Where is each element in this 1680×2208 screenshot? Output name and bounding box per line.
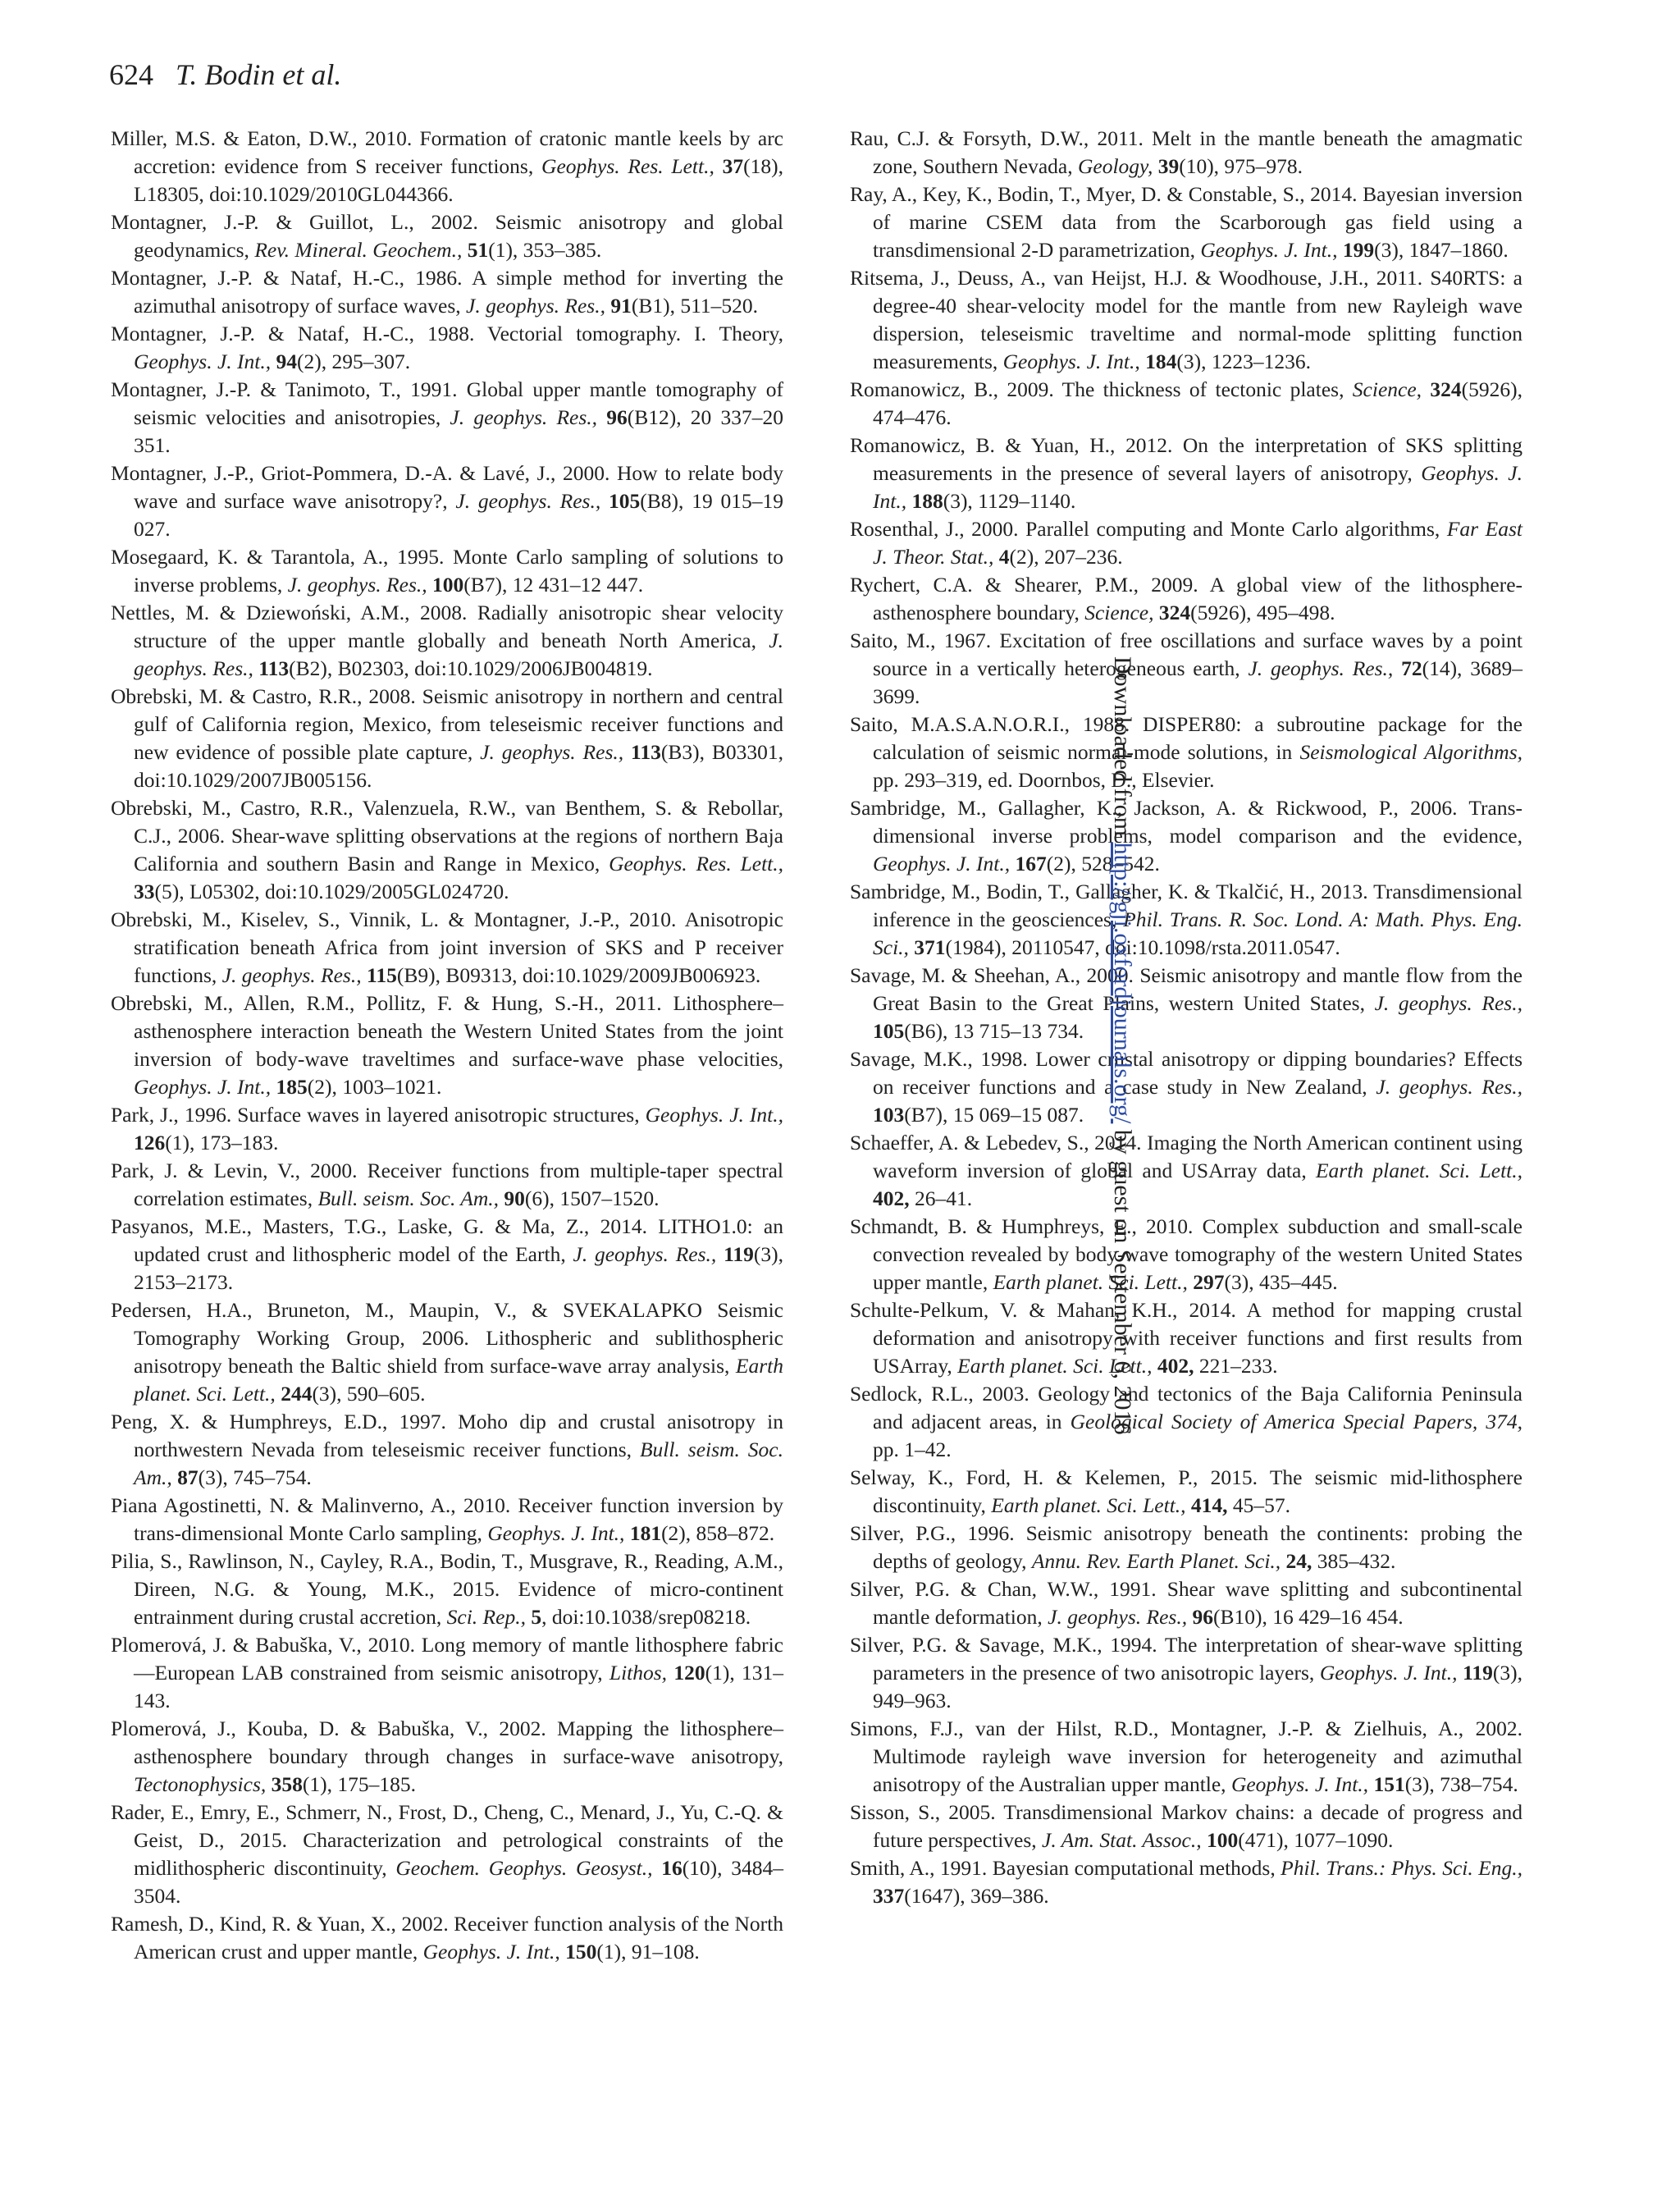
reference-text: 45–57. <box>1227 1493 1291 1517</box>
journal-name: Geophys. J. Int., <box>134 1075 272 1099</box>
reference-entry <box>111 1213 783 1296</box>
reference-entry <box>111 1408 783 1492</box>
reference-text: Schmandt, B. & Humphreys, E., 2010. Complex subduction and small-scale convection revealed by body-wave tomography of the western United States upper mantle, <box>850 1214 1522 1294</box>
volume-number: 119 <box>1463 1661 1493 1685</box>
volume-number: 96 <box>1192 1605 1213 1629</box>
volume-number: 297 <box>1193 1270 1225 1294</box>
volume-number: 90 <box>504 1186 525 1210</box>
reference-text: Romanowicz, B., 2009. The thickness of tectonic plates, <box>850 377 1353 401</box>
reference-entry <box>850 1045 1522 1129</box>
reference-text: (1), 173–183. <box>165 1131 279 1154</box>
volume-number: 100 <box>432 573 464 597</box>
reference-text: Sisson, S., 2005. Transdimensional Markov chains: a decade of progress and future perspectives, <box>850 1800 1522 1852</box>
reference-text: Obrebski, M., Kiselev, S., Vinnik, L. & Montagner, J.-P., 2010. Anisotropic stratification beneath Africa from joint inversion of SKS and P receiver functions, <box>111 907 783 987</box>
reference-text: (B6), 13 715–13 734. <box>904 1019 1084 1043</box>
reference-text: (1), 353–385. <box>488 238 602 262</box>
volume-number: 100 <box>1206 1828 1239 1852</box>
reference-text: Obrebski, M., Castro, R.R., Valenzuela, R.W., van Benthem, S. & Rebollar, C.J., 2006. Shear-wave splitting observations at the regions of northern Baja California and southern Basin and Range in Mexico, <box>111 796 783 875</box>
reference-text: , doi:10.1038/srep08218. <box>541 1605 751 1629</box>
reference-text: Montagner, J.-P., Griot-Pommera, D.-A. & Lavé, J., 2000. How to relate body wave and surface wave anisotropy?, <box>111 461 783 513</box>
reference-text: (3), 2153–2173. <box>134 1242 784 1294</box>
reference-entry <box>111 1910 783 1966</box>
volume-number: 371 <box>914 935 946 959</box>
journal-name: J. geophys. Res., <box>1374 991 1522 1015</box>
reference-text: Selway, K., Ford, H. & Kelemen, P., 2015. The seismic mid-lithosphere discontinuity, <box>850 1465 1522 1517</box>
reference-text: (3), 738–754. <box>1404 1772 1518 1796</box>
reference-entry <box>111 1547 783 1631</box>
volume-number: 105 <box>609 489 641 513</box>
volume-number: 414, <box>1190 1493 1228 1517</box>
reference-text: (3), 1847–1860. <box>1374 238 1509 262</box>
reference-text: (B2), B02303, doi:10.1029/2006JB004819. <box>289 656 653 680</box>
reference-text: (B3), B03301, doi:10.1029/2007JB005156. <box>134 740 784 792</box>
journal-name: J. geophys. Res., <box>1048 1605 1188 1629</box>
reference-text <box>600 489 609 513</box>
journal-name: Geophys. J. Int., <box>873 852 1011 875</box>
reference-text: Simons, F.J., van der Hilst, R.D., Montagner, J.-P. & Zielhuis, A., 2002. Multimode rayleigh wave inversion for heterogeneity and azimuthal anisotropy of the Australian upper mantle, <box>850 1717 1522 1796</box>
journal-name: Geophys. Res. Lett., <box>609 852 783 875</box>
reference-text: (10), 975–978. <box>1179 154 1303 178</box>
volume-number: 113 <box>258 656 290 680</box>
reference-entry <box>111 990 783 1101</box>
journal-name: Geology, <box>1077 154 1153 178</box>
reference-text: Savage, M. & Sheehan, A., 2000. Seismic anisotropy and mantle flow from the Great Basin to the Great Plains, western United States, <box>850 963 1522 1015</box>
reference-text: pp. 1–42. <box>873 1438 952 1461</box>
journal-name: Geochem. Geophys. Geosyst., <box>395 1856 653 1880</box>
page-header <box>109 57 341 92</box>
volume-number: 181 <box>629 1521 662 1545</box>
volume-number: 96 <box>606 405 628 429</box>
reference-text: Montagner, J.-P. & Guillot, L., 2002. Seismic anisotropy and global geodynamics, <box>111 210 783 262</box>
reference-text: Silver, P.G. & Chan, W.W., 1991. Shear wave splitting and subcontinental mantle deformation, <box>850 1577 1522 1629</box>
volume-number: 91 <box>610 294 632 318</box>
journal-name: Earth planet. Sci. Lett., <box>1315 1159 1522 1182</box>
volume-number: 39 <box>1157 154 1180 178</box>
journal-name: Geophys. J. Int., <box>1200 238 1338 262</box>
reference-entry <box>850 264 1522 376</box>
journal-name: Geophys. J. Int., <box>134 350 272 373</box>
reference-text: (2), 1003–1021. <box>307 1075 442 1099</box>
journal-name: Science, <box>1352 377 1422 401</box>
reference-entry <box>850 125 1522 181</box>
reference-entry <box>111 1715 783 1799</box>
reference-text: Montagner, J.-P. & Nataf, H.-C., 1988. Vectorial tomography. I. Theory, <box>111 322 783 345</box>
journal-name: J. geophys. Res., <box>1376 1075 1522 1099</box>
reference-text: Saito, M.A.S.A.N.O.R.I., 1988. DISPER80: a subroutine package for the calculation of seismic normal-mode solutions, in <box>850 712 1522 764</box>
references-right-column <box>850 125 1522 1910</box>
journal-name: Far East J. Theor. Stat., <box>873 517 1522 569</box>
reference-text: Plomerová, J., Kouba, D. & Babuška, V., 2002. Mapping the lithosphere–asthenosphere boundary through changes in surface-wave anisotropy, <box>111 1717 783 1768</box>
reference-text <box>652 1856 661 1880</box>
journal-name: J. geophys. Res., <box>573 1242 717 1266</box>
volume-number: 119 <box>724 1242 754 1266</box>
journal-name: Geophys. J. Int., <box>422 1940 560 1963</box>
reference-entry <box>850 1464 1522 1520</box>
volume-number: 358 <box>271 1772 303 1796</box>
reference-text: (B1), 511–520. <box>631 294 759 318</box>
reference-text: (3), 1129–1140. <box>943 489 1076 513</box>
journal-name: Lithos, <box>609 1661 668 1685</box>
reference-text: Miller, M.S. & Eaton, D.W., 2010. Formation of cratonic mantle keels by arc accretion: evidence from S receiver functions, <box>111 126 783 178</box>
volume-number: 16 <box>661 1856 682 1880</box>
reference-text: Mosegaard, K. & Tarantola, A., 1995. Monte Carlo sampling of solutions to inverse problems, <box>111 545 783 597</box>
reference-text: (1), 91–108. <box>596 1940 700 1963</box>
reference-entry <box>111 543 783 599</box>
reference-entry <box>111 208 783 264</box>
journal-name: Phil. Trans. R. Soc. Lond. A: Math. Phys. Eng. Sci., <box>873 907 1522 959</box>
journal-name: Earth planet. Sci. Lett., <box>993 1270 1188 1294</box>
reference-text: Silver, P.G. & Savage, M.K., 1994. The interpretation of shear-wave splitting parameters in the presence of two anisotropic layers, <box>850 1633 1522 1685</box>
volume-number: 4 <box>998 545 1010 569</box>
journal-name: Science, <box>1084 601 1154 624</box>
reference-entry <box>111 1296 783 1408</box>
download-notice <box>1108 656 1136 1641</box>
reference-text: (14), 3689–3699. <box>873 656 1522 708</box>
reference-text: 221–233. <box>1194 1354 1278 1378</box>
reference-text: Schaeffer, A. & Lebedev, S., 2014. Imaging the North American continent using waveform inversion of global and USArray data, <box>850 1131 1522 1182</box>
volume-number: 324 <box>1158 601 1191 624</box>
journal-name: Rev. Mineral. Geochem., <box>254 238 463 262</box>
reference-text <box>623 740 631 764</box>
reference-text: Pasyanos, M.E., Masters, T.G., Laske, G. & Ma, Z., 2014. LITHO1.0: an updated crust and lithospheric model of the Earth, <box>111 1214 783 1266</box>
volume-number: 184 <box>1145 350 1177 373</box>
reference-entry <box>850 962 1522 1045</box>
journal-name: Geophys. J. Int., <box>1002 350 1140 373</box>
reference-entry <box>111 376 783 459</box>
reference-text: Peng, X. & Humphreys, E.D., 1997. Moho dip and crustal anisotropy in northwestern Nevada from teleseismic receiver functions, <box>111 1410 783 1461</box>
reference-entry <box>111 1631 783 1715</box>
reference-text: (3), 435–445. <box>1224 1270 1338 1294</box>
journal-name: Bull. seism. Soc. Am., <box>317 1186 499 1210</box>
volume-number: 51 <box>467 238 489 262</box>
reference-entry <box>850 376 1522 432</box>
journal-name: Tectonophysics, <box>134 1772 267 1796</box>
volume-number: 188 <box>911 489 943 513</box>
reference-text: (3), 1223–1236. <box>1176 350 1311 373</box>
reference-entry <box>850 1213 1522 1296</box>
journal-name: Geophys. Res. Lett., <box>541 154 714 178</box>
reference-text: Obrebski, M. & Castro, R.R., 2008. Seismic anisotropy in northern and central gulf of California region, Mexico, from teleseismic receiver functions and new evidence of possible plate capture, <box>111 684 783 764</box>
reference-entry <box>111 683 783 794</box>
journal-name: J. geophys. Res., <box>480 740 624 764</box>
reference-text: Nettles, M. & Dziewoński, A.M., 2008. Radially anisotropic shear velocity structure of the upper mantle globally and beneath North America, <box>111 601 783 652</box>
journal-name: J. geophys. Res., <box>287 573 427 597</box>
reference-text: (5926), 474–476. <box>873 377 1522 429</box>
journal-name: J. geophys. Res., <box>221 963 362 987</box>
reference-entry <box>111 599 783 683</box>
volume-number: 72 <box>1401 656 1422 680</box>
volume-number: 167 <box>1015 852 1047 875</box>
reference-text: (3), 949–963. <box>873 1661 1523 1712</box>
reference-entry <box>111 459 783 543</box>
volume-number: 5 <box>531 1605 542 1629</box>
reference-text <box>716 1242 724 1266</box>
reference-text: (1), 131–143. <box>134 1661 784 1712</box>
reference-text <box>597 405 606 429</box>
reference-entry <box>111 1101 783 1157</box>
reference-entry <box>850 1631 1522 1715</box>
reference-entry <box>850 878 1522 962</box>
reference-text: Rau, C.J. & Forsyth, D.W., 2011. Melt in the mantle beneath the amagmatic zone, Southern Nevada, <box>850 126 1522 178</box>
volume-number: 244 <box>281 1382 313 1406</box>
journal-name: Geophys. J. Int., <box>645 1103 783 1127</box>
volume-number: 126 <box>134 1131 166 1154</box>
reference-text: (3), 590–605. <box>312 1382 426 1406</box>
reference-text: Ramesh, D., Kind, R. & Yuan, X., 2002. Receiver function analysis of the North American crust and upper mantle, <box>111 1912 783 1963</box>
reference-entry <box>850 1575 1522 1631</box>
reference-text <box>1422 377 1430 401</box>
reference-text: (10), 3484–3504. <box>134 1856 783 1908</box>
reference-text: Park, J., 1996. Surface waves in layered anisotropic structures, <box>111 1103 646 1127</box>
reference-text: Rosenthal, J., 2000. Parallel computing and Monte Carlo algorithms, <box>850 517 1447 541</box>
reference-entry <box>850 1854 1522 1910</box>
reference-entry <box>850 1296 1522 1380</box>
journal-name: Earth planet. Sci. Lett., <box>991 1493 1186 1517</box>
volume-number: 94 <box>276 350 297 373</box>
journal-name: Sci. Rep., <box>446 1605 526 1629</box>
reference-text: 26–41. <box>909 1186 973 1210</box>
volume-number: 337 <box>873 1884 905 1908</box>
journal-link[interactable]: http://gji.oxfordjournals.org/ <box>1109 842 1136 1124</box>
reference-text: Saito, M., 1967. Excitation of free oscillations and surface waves by a point source in a vertically heterogeneous earth, <box>850 629 1522 680</box>
volume-number: 87 <box>177 1465 199 1489</box>
volume-number: 150 <box>565 1940 597 1963</box>
reference-text: Ritsema, J., Deuss, A., van Heijst, H.J. & Woodhouse, J.H., 2011. S40RTS: a degree-40 shear-velocity model for the mantle from new Rayleigh wave dispersion, teleseismic traveltime and normal-mode splitting function measurements, <box>850 266 1522 373</box>
volume-number: 115 <box>366 963 397 987</box>
reference-text: Plomerová, J. & Babuška, V., 2010. Long memory of mantle lithosphere fabric—European LAB constrained from seismic anisotropy, <box>111 1633 783 1685</box>
journal-name: Geophys. J. Int., <box>1319 1661 1458 1685</box>
reference-text: Park, J. & Levin, V., 2000. Receiver functions from multiple-taper spectral correlation estimates, <box>111 1159 783 1210</box>
volume-number: 402, <box>1157 1354 1194 1378</box>
download-notice-prefix: Downloaded from <box>1109 656 1136 843</box>
volume-number: 185 <box>276 1075 308 1099</box>
reference-text: (2), 207–236. <box>1009 545 1123 569</box>
reference-text: Pilia, S., Rawlinson, N., Cayley, R.A., Bodin, T., Musgrave, R., Reading, A.M., Direen, N.G. & Young, M.K., 2015. Evidence of micro-continent entrainment during crustal accretion, <box>111 1549 783 1629</box>
reference-text: Smith, A., 1991. Bayesian computational methods, <box>850 1856 1281 1880</box>
reference-text: (B10), 16 429–16 454. <box>1212 1605 1404 1629</box>
download-notice-suffix: by guest on September 6, 2016 <box>1109 1123 1136 1435</box>
volume-number: 37 <box>722 154 744 178</box>
reference-text: (1984), 20110547, doi:10.1098/rsta.2011.0547. <box>945 935 1340 959</box>
reference-text: pp. 293–319, ed. Doornbos, D., Elsevier. <box>873 768 1215 792</box>
reference-entry <box>850 515 1522 571</box>
volume-number: 151 <box>1373 1772 1405 1796</box>
reference-entry <box>850 1715 1522 1799</box>
reference-entry <box>850 627 1522 711</box>
reference-text: Sambridge, M., Bodin, T., Gallagher, K. & Tkalčić, H., 2013. Transdimensional inference in the geosciences, <box>850 880 1522 931</box>
reference-text: Piana Agostinetti, N. & Malinverno, A., 2010. Receiver function inversion by trans-dimensional Monte Carlo sampling, <box>111 1493 783 1545</box>
volume-number: 199 <box>1342 238 1375 262</box>
reference-entry <box>850 571 1522 627</box>
reference-entry <box>111 794 783 906</box>
journal-name: Seismological Algorithms, <box>1299 740 1522 764</box>
reference-text: (18), L18305, doi:10.1029/2010GL044366. <box>134 154 783 206</box>
journal-name: J. geophys. Res., <box>466 294 605 318</box>
reference-text: (6), 1507–1520. <box>524 1186 660 1210</box>
reference-text: (B8), 19 015–19 027. <box>134 489 784 541</box>
reference-text: Pedersen, H.A., Bruneton, M., Maupin, V., & SVEKALAPKO Seismic Tomography Working Group, 2006. Lithospheric and sublithospheric anisotropy beneath the Baltic shield from surface-wave array analysis, <box>111 1298 783 1378</box>
reference-text: 385–432. <box>1312 1549 1396 1573</box>
reference-text: Montagner, J.-P. & Tanimoto, T., 1991. Global upper mantle tomography of seismic velocities and anisotropies, <box>111 377 783 429</box>
journal-name: Bull. seism. Soc. Am., <box>134 1438 784 1489</box>
reference-entry <box>111 1157 783 1213</box>
volume-number: 324 <box>1430 377 1462 401</box>
reference-entry <box>850 432 1522 515</box>
reference-text: Rychert, C.A. & Shearer, P.M., 2009. A global view of the lithosphere-asthenosphere boundary, <box>850 573 1522 624</box>
reference-text: (2), 295–307. <box>297 350 411 373</box>
journal-name: J. geophys. Res., <box>455 489 601 513</box>
journal-name: J. geophys. Res., <box>134 629 783 680</box>
reference-text: (471), 1077–1090. <box>1238 1828 1394 1852</box>
volume-number: 402, <box>873 1186 910 1210</box>
reference-text: (B12), 20 337–20 351. <box>134 405 783 457</box>
reference-text: (1), 175–185. <box>302 1772 416 1796</box>
journal-name: Earth planet. Sci. Lett., <box>957 1354 1153 1378</box>
reference-entry <box>850 1799 1522 1854</box>
reference-text: (2), 528–542. <box>1046 852 1160 875</box>
reference-text: (5926), 495–498. <box>1190 601 1335 624</box>
reference-text: Schulte-Pelkum, V. & Mahan, K.H., 2014. A method for mapping crustal deformation and anisotropy with receiver functions and first results from USArray, <box>850 1298 1522 1378</box>
reference-text: Romanowicz, B. & Yuan, H., 2012. On the interpretation of SKS splitting measurements in the presence of several layers of anisotropy, <box>850 433 1522 485</box>
reference-text: Sambridge, M., Gallagher, K., Jackson, A. & Rickwood, P., 2006. Trans-dimensional inverse problems, model comparison and the evidence, <box>850 796 1522 848</box>
volume-number: 24, <box>1285 1549 1312 1573</box>
journal-name: Earth planet. Sci. Lett., <box>134 1354 783 1406</box>
reference-text: (B7), 15 069–15 087. <box>904 1103 1084 1127</box>
references-left-column <box>111 125 783 1966</box>
reference-text: Obrebski, M., Allen, R.M., Pollitz, F. & Hung, S.-H., 2011. Lithosphere–asthenosphere interaction beneath the Western United States from the joint inversion of body-wave traveltimes and surface-wave phase velocities, <box>111 991 783 1071</box>
volume-number: 33 <box>134 880 155 903</box>
page-number: 624 <box>109 58 153 91</box>
journal-name: Geophys. J. Int., <box>1230 1772 1369 1796</box>
reference-text: Silver, P.G., 1996. Seismic anisotropy beneath the continents: probing the depths of geology, <box>850 1521 1522 1573</box>
journal-name: J. geophys. Res., <box>450 405 598 429</box>
volume-number: 113 <box>631 740 661 764</box>
reference-entry <box>111 125 783 208</box>
reference-text: Ray, A., Key, K., Bodin, T., Myer, D. & Constable, S., 2014. Bayesian inversion of marine CSEM data from the Scarborough gas field using a transdimensional 2-D parametrization, <box>850 182 1522 262</box>
reference-text: Sedlock, R.L., 2003. Geology and tectonics of the Baja California Peninsula and adjacent areas, in <box>850 1382 1522 1433</box>
reference-text <box>1393 656 1401 680</box>
volume-number: 120 <box>673 1661 705 1685</box>
journal-name: Annu. Rev. Earth Planet. Sci., <box>1031 1549 1281 1573</box>
reference-entry <box>111 320 783 376</box>
journal-name: J. Am. Stat. Assoc., <box>1042 1828 1202 1852</box>
reference-text: Savage, M.K., 1998. Lower crustal anisotropy or dipping boundaries? Effects on receiver functions and a case study in New Zealand, <box>850 1047 1522 1099</box>
running-title: T. Bodin et al. <box>176 58 342 91</box>
reference-text: Montagner, J.-P. & Nataf, H.-C., 1986. A simple method for inverting the azimuthal anisotropy of surface waves, <box>111 266 783 318</box>
reference-entry <box>111 906 783 990</box>
reference-entry <box>850 1520 1522 1575</box>
reference-text: Rader, E., Emry, E., Schmerr, N., Frost, D., Cheng, C., Menard, J., Yu, C.-Q. & Geist, D., 2015. Characterization and petrological constraints of the midlithospheric discontinuity, <box>111 1800 783 1880</box>
reference-entry <box>850 181 1522 264</box>
reference-entry <box>850 794 1522 878</box>
journal-name: J. geophys. Res., <box>1248 656 1394 680</box>
journal-name: Geophys. J. Int., <box>487 1521 625 1545</box>
reference-entry <box>850 711 1522 794</box>
journal-name: Geophys. J. Int., <box>873 461 1522 513</box>
volume-number: 105 <box>873 1019 905 1043</box>
reference-text: (1647), 369–386. <box>904 1884 1049 1908</box>
volume-number: 103 <box>873 1103 905 1127</box>
reference-entry <box>850 1129 1522 1213</box>
reference-text: (2), 858–872. <box>661 1521 775 1545</box>
reference-text: (B9), B09313, doi:10.1029/2009JB006923. <box>396 963 761 987</box>
reference-text: (3), 745–754. <box>198 1465 312 1489</box>
reference-entry <box>111 1799 783 1910</box>
journal-name: Geological Society of America Special Papers, 374, <box>1070 1410 1522 1433</box>
reference-entry <box>111 1492 783 1547</box>
reference-text: (B7), 12 431–12 447. <box>463 573 644 597</box>
reference-entry <box>850 1380 1522 1464</box>
reference-text: (5), L05302, doi:10.1029/2005GL024720. <box>154 880 509 903</box>
reference-entry <box>111 264 783 320</box>
journal-name: Phil. Trans.: Phys. Sci. Eng., <box>1281 1856 1522 1880</box>
reference-text <box>714 154 723 178</box>
